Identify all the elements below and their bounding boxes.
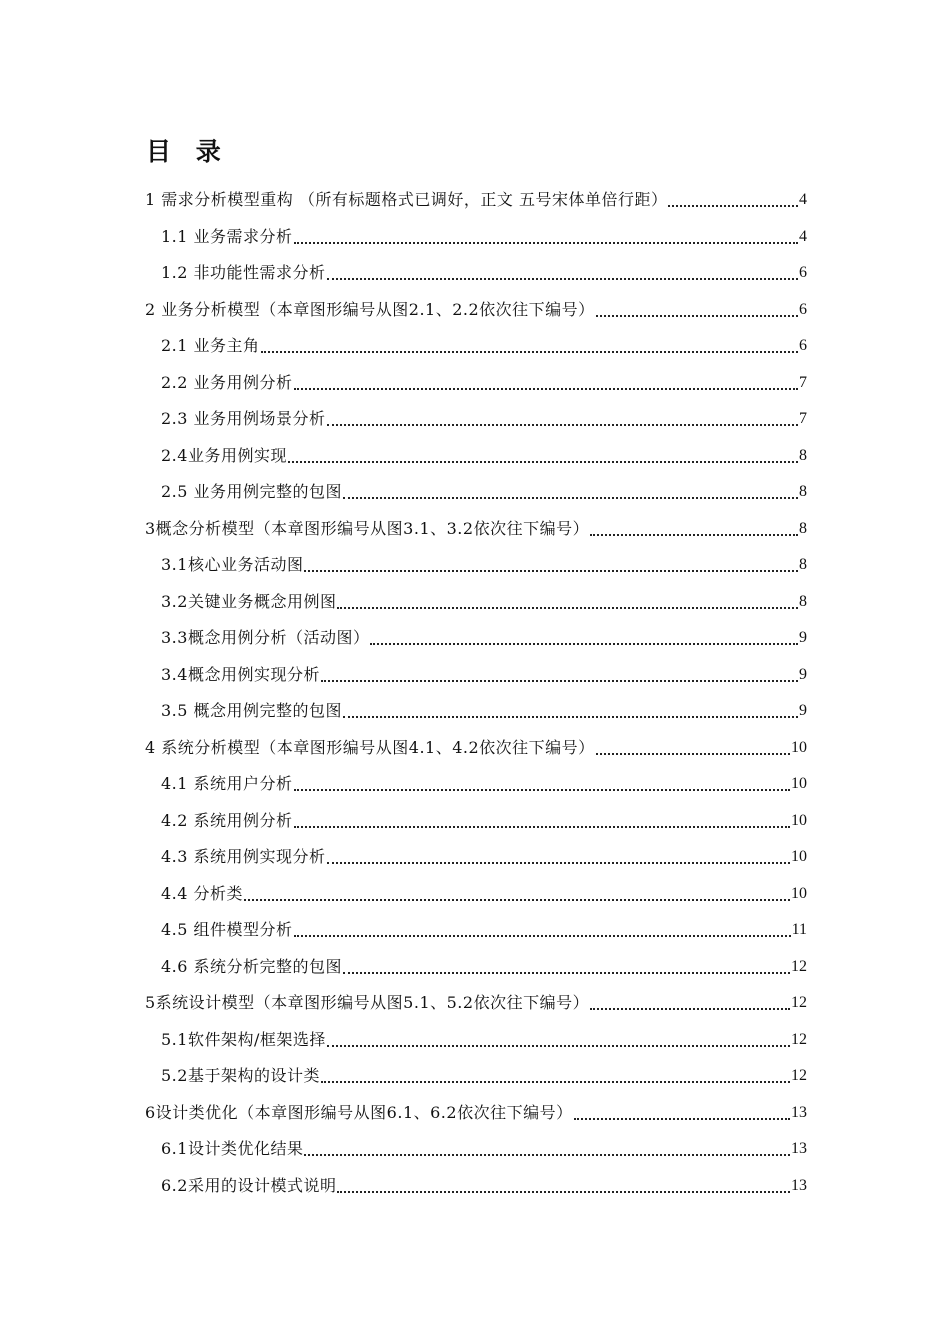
toc-entry-label: 3.3概念用例分析（活动图） <box>161 628 370 648</box>
toc-entry-label: 4.2 系统用例分析 <box>161 810 293 830</box>
toc-page-number: 9 <box>799 702 807 720</box>
toc-entry[interactable] <box>0 949 950 986</box>
toc-entry-label: 2.1 业务主角 <box>161 336 260 356</box>
toc-entry-label: 3.1核心业务活动图 <box>161 555 304 575</box>
toc-page-number: 12 <box>791 994 807 1012</box>
toc-page-number: 6 <box>799 264 807 282</box>
dot-leader <box>370 643 798 645</box>
toc-entry-label: 6设计类优化（本章图形编号从图6.1、6.2依次往下编号） <box>145 1102 573 1122</box>
toc-page-number: 7 <box>799 410 807 428</box>
dot-leader <box>574 1118 790 1120</box>
toc-entry[interactable] <box>0 511 950 548</box>
toc-entry-label: 2.4业务用例实现 <box>161 445 287 465</box>
dot-leader <box>294 242 798 244</box>
dot-leader <box>244 899 790 901</box>
toc-entry-label: 2.3 业务用例场景分析 <box>161 409 326 429</box>
toc-entry[interactable] <box>0 985 950 1022</box>
toc-entry-label: 5.2基于架构的设计类 <box>161 1066 320 1086</box>
toc-entry[interactable] <box>0 438 950 475</box>
toc-page-number: 10 <box>791 848 807 866</box>
toc-entry[interactable] <box>0 876 950 913</box>
toc-page-number: 9 <box>799 665 807 683</box>
dot-leader <box>337 1191 790 1193</box>
dot-leader <box>304 570 798 572</box>
toc-entry-label: 1.1 业务需求分析 <box>161 226 293 246</box>
dot-leader <box>261 351 798 353</box>
toc-page-number: 10 <box>791 738 807 756</box>
toc-entry[interactable] <box>0 912 950 949</box>
toc-page-number: 8 <box>799 446 807 464</box>
toc-entry-label: 6.2采用的设计模式说明 <box>161 1175 337 1195</box>
toc-entry[interactable] <box>0 474 950 511</box>
toc-entry[interactable] <box>0 1022 950 1059</box>
dot-leader <box>327 862 790 864</box>
toc-entry-label: 4 系统分析模型（本章图形编号从图4.1、4.2依次往下编号） <box>145 737 595 757</box>
toc-entry-label: 3.5 概念用例完整的包图 <box>161 701 343 721</box>
dot-leader <box>343 497 798 499</box>
toc-page-number: 6 <box>799 337 807 355</box>
toc-entry-label: 3.4概念用例实现分析 <box>161 664 320 684</box>
dot-leader <box>327 424 798 426</box>
toc-entry[interactable] <box>0 766 950 803</box>
toc-entry[interactable] <box>0 219 950 256</box>
toc-entry[interactable] <box>0 657 950 694</box>
toc-entry[interactable] <box>0 1058 950 1095</box>
dot-leader <box>294 388 798 390</box>
toc-entry[interactable] <box>0 730 950 767</box>
toc-entry[interactable] <box>0 292 950 329</box>
toc-entry[interactable] <box>0 328 950 365</box>
toc-page-number: 10 <box>791 884 807 902</box>
toc-page-number: 11 <box>791 921 807 939</box>
dot-leader <box>596 315 798 317</box>
toc-page-number: 13 <box>791 1176 807 1194</box>
toc-page-number: 4 <box>799 227 807 245</box>
toc-list <box>0 182 950 1204</box>
toc-entry[interactable] <box>0 365 950 402</box>
toc-entry-label: 1.2 非功能性需求分析 <box>161 263 326 283</box>
toc-page-number: 9 <box>799 629 807 647</box>
toc-page-number: 7 <box>799 373 807 391</box>
toc-entry[interactable] <box>0 1131 950 1168</box>
toc-entry[interactable] <box>0 255 950 292</box>
dot-leader <box>294 789 790 791</box>
toc-page-number: 6 <box>799 300 807 318</box>
toc-entry-label: 3.2关键业务概念用例图 <box>161 591 337 611</box>
toc-entry-label: 4.4 分析类 <box>161 883 244 903</box>
dot-leader <box>337 607 798 609</box>
dot-leader <box>590 534 798 536</box>
toc-page-number: 13 <box>791 1103 807 1121</box>
toc-page-number: 10 <box>791 775 807 793</box>
toc-entry-label: 4.5 组件模型分析 <box>161 920 293 940</box>
toc-entry-label: 4.3 系统用例实现分析 <box>161 847 326 867</box>
toc-entry[interactable] <box>0 839 950 876</box>
dot-leader <box>327 1045 790 1047</box>
toc-entry[interactable] <box>0 1168 950 1205</box>
toc-entry-label: 3概念分析模型（本章图形编号从图3.1、3.2依次往下编号） <box>145 518 590 538</box>
toc-page-number: 8 <box>799 519 807 537</box>
dot-leader <box>288 461 798 463</box>
toc-entry[interactable] <box>0 182 950 219</box>
toc-entry-label: 5.1软件架构/框架选择 <box>161 1029 326 1049</box>
toc-entry-label: 6.1设计类优化结果 <box>161 1139 304 1159</box>
toc-page-number: 12 <box>791 1067 807 1085</box>
toc-entry[interactable] <box>0 584 950 621</box>
dot-leader <box>668 205 798 207</box>
toc-page-number: 8 <box>799 556 807 574</box>
dot-leader <box>590 1008 790 1010</box>
dot-leader <box>294 935 791 937</box>
toc-entry-label: 2 业务分析模型（本章图形编号从图2.1、2.2依次往下编号） <box>145 299 595 319</box>
toc-entry-label: 4.1 系统用户分析 <box>161 774 293 794</box>
toc-page-number: 8 <box>799 483 807 501</box>
toc-page-number: 10 <box>791 811 807 829</box>
dot-leader <box>596 753 790 755</box>
toc-entry-label: 5系统设计模型（本章图形编号从图5.1、5.2依次往下编号） <box>145 993 590 1013</box>
toc-entry[interactable] <box>0 401 950 438</box>
dot-leader <box>304 1154 790 1156</box>
toc-entry-label: 2.5 业务用例完整的包图 <box>161 482 343 502</box>
toc-entry[interactable] <box>0 693 950 730</box>
dot-leader <box>294 826 790 828</box>
dot-leader <box>327 278 798 280</box>
toc-entry[interactable] <box>0 803 950 840</box>
toc-entry-label: 2.2 业务用例分析 <box>161 372 293 392</box>
toc-page-number: 12 <box>791 1030 807 1048</box>
dot-leader <box>321 1081 790 1083</box>
dot-leader <box>343 716 798 718</box>
toc-page-number: 13 <box>791 1140 807 1158</box>
toc-page-number: 4 <box>799 191 807 209</box>
dot-leader <box>321 680 798 682</box>
toc-title: 目 录 <box>146 137 229 166</box>
toc-entry-label: 1 需求分析模型重构 （所有标题格式已调好，正文 五号宋体单倍行距） <box>145 190 668 210</box>
toc-entry[interactable] <box>0 547 950 584</box>
toc-entry[interactable] <box>0 1095 950 1132</box>
toc-entry[interactable] <box>0 620 950 657</box>
dot-leader <box>343 972 790 974</box>
toc-entry-label: 4.6 系统分析完整的包图 <box>161 956 343 976</box>
toc-page-number: 12 <box>791 957 807 975</box>
toc-page-number: 8 <box>799 592 807 610</box>
